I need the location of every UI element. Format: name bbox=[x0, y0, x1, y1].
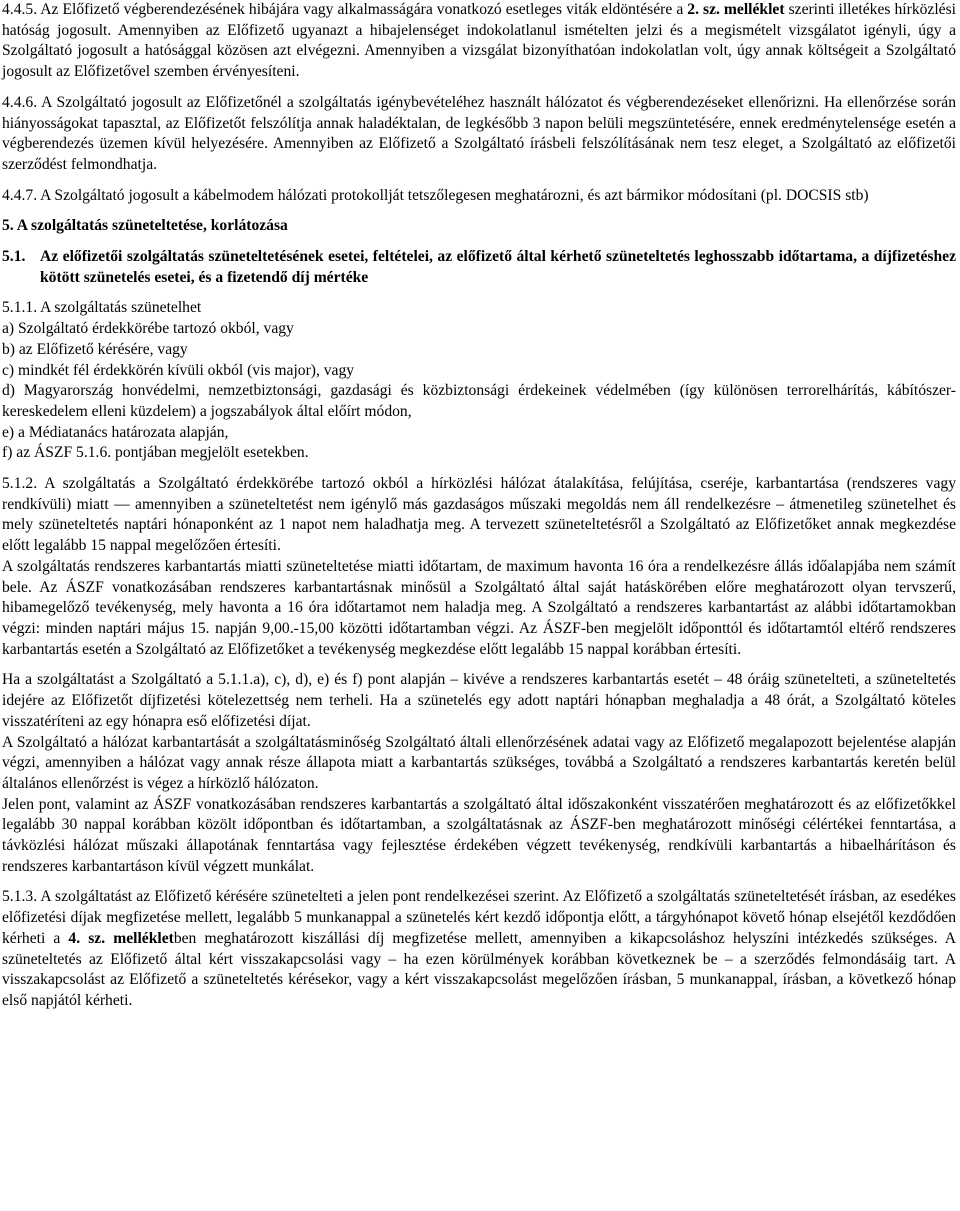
annex-2-reference: 2. sz. melléklet bbox=[687, 1, 785, 18]
list-item: e) a Médiatanács határozata alapján, bbox=[2, 423, 229, 441]
paragraph-5-1-3-text-a: 5.1.3. A szolgáltatást az Előfizető kérésére szünetelteti a jelen pont rendelkezései szerint. Az Előfizető a szolgáltatás szüneteltetését írásban, az esedékes előfizetési díjak megfizetése mellett, legalább 5 munkanappal a szünetelés kért kezdő időpontja előtt, a tárgyhónapot követő hónap elsejétől kezdődően kérheti a bbox=[2, 888, 956, 947]
section-5-1-heading bbox=[2, 247, 956, 288]
spacer bbox=[2, 288, 956, 298]
paragraph-5-1-3-text-c: ben meghatározott kiszállási díj megfizetése mellett, amennyiben a kikapcsoláshoz helyszíni intézkedés szükséges. A szüneteltetés az Előfizető által kért visszakapcsolási vagy – ha ezen körülmények korábban következnek be – a szerződés felmondásáig tart. A visszakapcsolást az Előfizető a szüneteltetés kérésekor, vagy a kért visszakapcsolást megelőzően írásban, 5 munkanappal, írásban, a következő hónap első napjától kérheti. bbox=[2, 929, 957, 1009]
annex-4-reference: 4. sz. melléklet bbox=[68, 929, 174, 947]
paragraph-network-maintenance: A Szolgáltató a hálózat karbantartását a szolgáltatásminőség Szolgáltató általi ellenőrzésének adatai vagy az Előfizető megalapozott bejelentése alapján végzi, amennyiben a hálózat vagy annak része állapota miatt a karbantartás szükséges, továbbá a Szolgáltató a rendszeres karbantartás keretén belül általános ellenőrzést is végez a hírközlő hálózaton. bbox=[2, 733, 956, 792]
spacer bbox=[2, 176, 956, 186]
spacer bbox=[2, 237, 956, 247]
list-item: f) az ÁSZF 5.1.6. pontjában megjelölt esetekben. bbox=[2, 444, 309, 462]
spacer bbox=[2, 660, 956, 670]
paragraph-4-4-5-text-c: szerinti illetékes hírközlési hatóság jogosult. Amennyiben az Előfizető ugyanazt a hibajelenséget indokolatlanul ismételten jelzi és a megismételt vizsgálatot igényli, úgy a Szolgáltató jogosult a hatósággal közösen azt elvégezni. Amennyiben a vizsgálat bizonyíthatóan indokolatlan volt, úgy annak költségeit a Szolgáltató jogosult az Előfizetővel szemben érvényesíteni. bbox=[2, 1, 956, 81]
list-item: a) Szolgáltató érdekkörébe tartozó okból, vagy bbox=[2, 320, 294, 338]
section-5-1-title: Az előfizetői szolgáltatás szüneteltetésének esetei, feltételei, az előfizető által kérhető szüneteltetés leghosszabb időtartama, a díjfizetéshez kötött szünetelés esetei, és a fizetendő díj mértéke bbox=[40, 248, 956, 286]
spacer bbox=[2, 83, 956, 93]
section-5-heading: 5. A szolgáltatás szüneteltetése, korlátozása bbox=[2, 217, 288, 235]
paragraph-4-4-6: 4.4.6. A Szolgáltató jogosult az Előfizetőnél a szolgáltatás igénybevételéhez használt hálózatot és végberendezéseket ellenőrizni. Ha ellenőrzése során hiányosságokat tapasztal, az Előfizetőt felszólítja annak haladéktalan, de legkésőbb 3 napon belüli megszüntetésére, ennek eredménytelensége esetén a végberendezés üzemen kívül helyezésére. Amennyiben az Előfizető a Szolgáltató írásbeli felszólításának nem tesz eleget, a Szolgáltató az előfizetői szerződést felmondhatja. bbox=[2, 93, 956, 173]
paragraph-4-4-5-text-a: 4.4.5. Az Előfizető végberendezésének hibájára vagy alkalmasságára vonatkozó esetleges viták eldöntésére a bbox=[2, 1, 688, 18]
paragraph-suspension-fees: Ha a szolgáltatást a Szolgáltató a 5.1.1.a), c), d), e) és f) pont alapján – kivéve a rendszeres karbantartás esetét – 48 óráig szünetelteti, a szüneteltetés idejére az Előfizetőt díjfizetési kötelezettség nem terheli. Ha a szünetelés egy adott naptári hónapban meghaladja a 48 órát, a Szolgáltató köteles visszatéríteni az egy hónapra eső előfizetési díjat. bbox=[2, 671, 956, 730]
paragraph-maintenance-definition: Jelen pont, valamint az ÁSZF vonatkozásában rendszeres karbantartás a szolgáltató által időszakonként visszatérően meghatározott és az előfizetőkkel legalább 30 nappal korábban közölt időpontban és időtartamban, a szolgáltatásnak az ÁSZF-ben meghatározott minőségi célértékei fenntartása, a távközlési hálózat műszaki állapotának fenntartása vagy fejlesztése érdekében végzett tevékenység, rendkívüli karbantartás a hibaelhárításon és rendszeres karbantartáson kívül végzett munkálat. bbox=[2, 795, 956, 875]
paragraph-4-4-7: 4.4.7. A Szolgáltató jogosult a kábelmodem hálózati protokollját tetszőlegesen meghatározni, és azt bármikor módosítani (pl. DOCSIS stb) bbox=[2, 186, 869, 204]
list-item: b) az Előfizető kérésére, vagy bbox=[2, 340, 188, 358]
paragraph-5-1-2-maintenance: A szolgáltatás rendszeres karbantartás miatti szüneteltetése miatti időtartam, de maximum havonta 16 óra a rendelkezésre állás időalapjába nem számít bele. Az ÁSZF vonatkozásában rendszeres karbantartásnak minősül a Szolgáltató által saját hatáskörében előre meghatározott olyan tervszerű, hibamegelőző tevékenység, mely havonta a 16 óra időtartamot nem haladja meg. A Szolgáltató a rendszeres karbantartást az alábbi időtartamokban végzi: minden naptári május 15. napján 9,00.-15,00 közötti időtartamban végzi. Az ÁSZF-ben megjelölt időponttól és időtartamtól eltérő rendszeres karbantartás esetén a Szolgáltató az Előfizetőket a tevékenység megkezdése előtt legalább 15 nappal korábban értesíti. bbox=[2, 557, 956, 658]
section-5-1-number: 5.1. bbox=[2, 248, 26, 266]
paragraph-5-1-3 bbox=[2, 887, 956, 1011]
paragraph-5-1-2: 5.1.2. A szolgáltatás a Szolgáltató érdekkörébe tartozó okból a hírközlési hálózat átalakítása, felújítása, cseréje, karbantartása (rendszeres vagy rendkívüli) miatt — amennyiben a szüneteltetést nem igénylő más gazdaságos műszaki megoldás nem áll rendelkezésre – átmenetileg szünetelhet és mely szüneteltetés naptári hónaponként az 1 napot nem haladhatja meg. A tervezett szüneteltetésről a Szolgáltató az Előfizetőket annak megkezdése előtt legalább 15 nappal megelőzően értesíti. bbox=[2, 475, 956, 555]
spacer bbox=[2, 464, 956, 474]
paragraph-5-1-1: 5.1.1. A szolgáltatás szünetelhet bbox=[2, 299, 202, 317]
list-item: c) mindkét fél érdekkörén kívüli okból (vis major), vagy bbox=[2, 361, 355, 379]
spacer bbox=[2, 206, 956, 216]
spacer bbox=[2, 877, 956, 887]
list-item: d) Magyarország honvédelmi, nemzetbiztonsági, gazdasági és közbiztonsági érdekeinek védelmében (így különösen terrorelhárítás, kábítószer-kereskedelem elleni küzdelem) a jogszabályok által előírt módon, bbox=[2, 382, 956, 420]
paragraph-4-4-5 bbox=[2, 0, 956, 83]
